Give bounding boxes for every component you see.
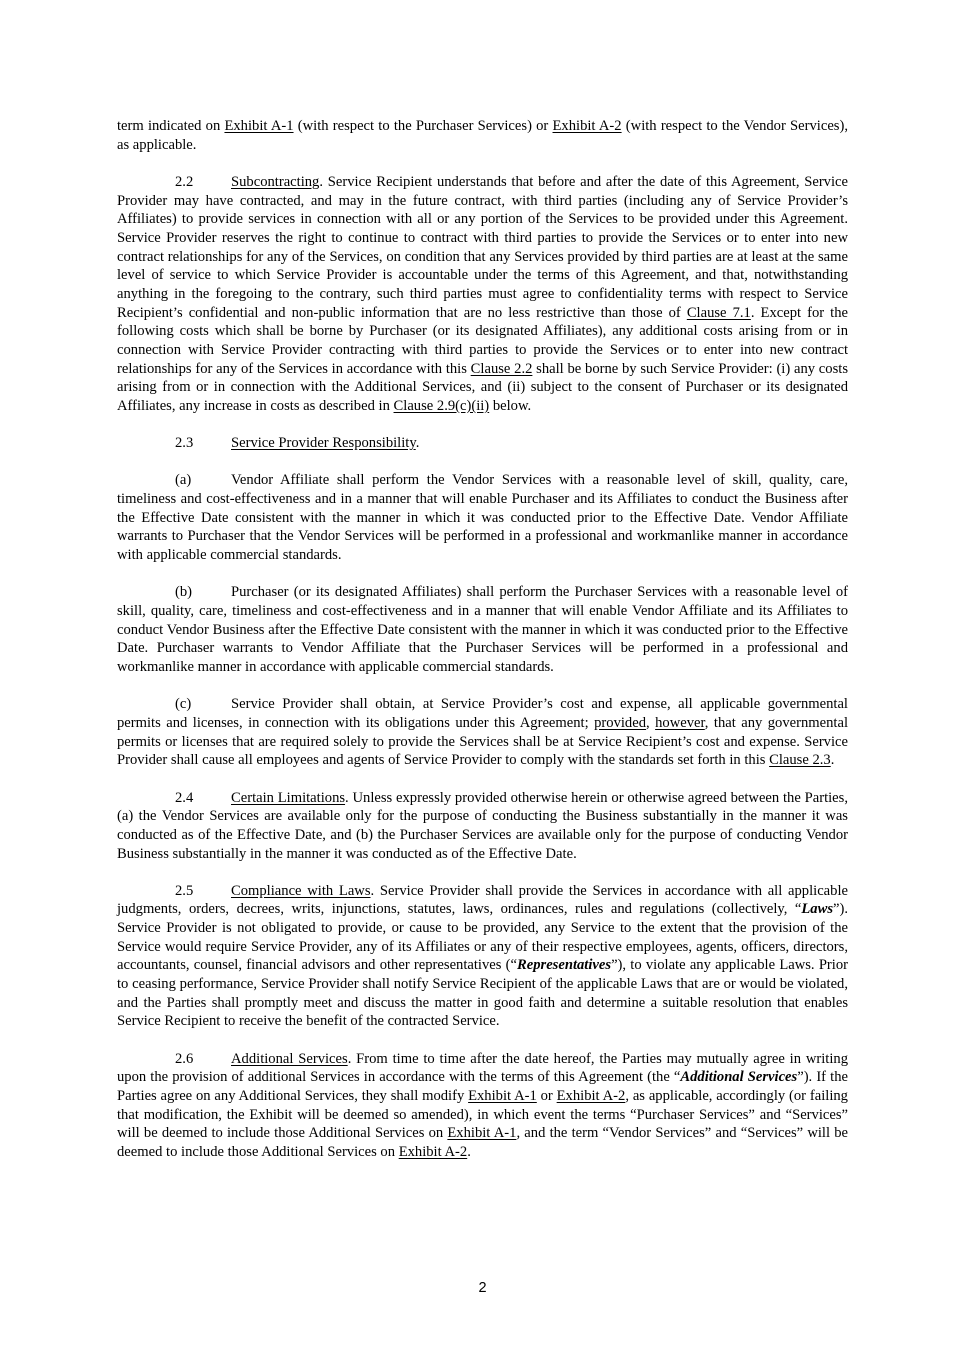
underlined-reference: Clause 7.1: [686, 304, 751, 321]
underlined-reference: Clause 2.2: [470, 360, 533, 377]
paragraph-c: [117, 695, 848, 770]
defined-term: Laws: [801, 901, 833, 918]
underlined-reference: Exhibit A-2: [398, 1143, 468, 1160]
clause-number: 2.2: [175, 173, 194, 190]
page-number: 2: [478, 1280, 487, 1296]
body-text: Service Provider shall obtain, at Service Provider’s cost and expense, all applicable governmental permits and licenses, in connection with its obligations under this Agreement;: [117, 696, 848, 731]
body-text: . From time to time after the date hereof, the Parties may mutually agree in writing upon the provision of additional Services in accordance with the terms of this Agreement (the “: [117, 1050, 848, 1086]
body-text: .: [415, 435, 420, 452]
underlined-reference: Exhibit A-1: [447, 1125, 517, 1142]
underlined-reference: Exhibit A-1: [468, 1088, 537, 1104]
paragraph-b: [117, 583, 848, 676]
body-text: ”), to violate any applicable Laws. Prior to ceasing performance, Service Provider shall notify Service Recipient of the applicable Laws that are or would be violated, and the Parties shall promptly meet and discuss the matter in good faith and determine a suitable resolution that enables Service Recipient to receive the benefit of the contracted Service.: [117, 957, 849, 1030]
underlined-reference: Certain Limitations: [231, 789, 346, 806]
underlined-reference: provided: [594, 714, 646, 731]
paragraph-2.3: [117, 434, 848, 453]
underlined-reference: Clause 2.9(c)(ii): [393, 397, 490, 414]
body-text: , as applicable, accordingly (or failing that modification, the Exhibit will be deemed so amended), in which event the terms “Purchaser Services” and “Services” will be deemed to include those Additional Services on: [117, 1088, 848, 1142]
clause-number: (b): [175, 584, 193, 601]
defined-term: Representatives: [517, 957, 612, 974]
defined-term: Additional Services: [680, 1069, 798, 1086]
body-text: , and the term “Vendor Services” and “Services” will be deemed to include those Additional Services on: [117, 1125, 848, 1160]
body-text: ”). If the Parties agree on any Additional Services, they shall modify: [117, 1069, 848, 1104]
body-text: . Unless expressly provided otherwise herein or otherwise agreed between the Parties, (a) the Vendor Services are available only for the purpose of conducting the Business substantially in the manner it was conducted as of the Effective Date, and (b) the Purchaser Services are available only for the purpose of conducting Vendor Business substantially in the manner it was conducted as of the Effective Date.: [117, 789, 848, 862]
body-text: . Service Recipient understands that before and after the date of this Agreement, Service Provider may have contracted, and may in the future contract, with third parties (including any of Service Provider’s Affiliates) to provide services in connection with all or any portion of the Services to be provided under this Agreement. Service Provider reserves the right to continue to contract with third parties to provide the Services or to enter into new contract relationships for any of the Services, on condition that any Services provided by third parties are at least at the same level of service to which Service Provider is accountable under the terms of this Agreement, and that, notwithstanding anything in the foregoing to the contrary, such third parties must agree to confidentiality terms with respect to Service Recipient’s confidential and non-public information that are no less restrictive than those of: [117, 173, 848, 321]
body-text: Purchaser (or its designated Affiliates) shall perform the Purchaser Services with a reasonable level of skill, quality, care, timeliness and cost-effectiveness and in a manner that will enable Vendor Affiliate and its Affiliates to conduct Vendor Business after the Effective Date consistent with the manner in which it was conducted prior to the Effective Date. Purchaser warrants to Vendor Affiliate that the Purchaser Services will be performed in a professional and workmanlike manner in accordance with applicable commercial standards.: [117, 584, 848, 675]
body-text: Vendor Affiliate shall perform the Vendor Services with a reasonable level of skill, quality, care, timeliness and cost-effectiveness and in a manner that will enable Purchaser and its Affiliates to conduct the Business after the Effective Date consistent with the manner in which it was conducted prior to the Effective Date. Vendor Affiliate warrants to Purchaser that the Vendor Services will be performed in a professional and workmanlike manner in accordance with applicable commercial standards.: [117, 472, 848, 564]
paragraph-2.2: [117, 173, 848, 416]
underlined-reference: Compliance with Laws: [231, 882, 371, 899]
underlined-reference: Exhibit A-1: [224, 118, 294, 134]
body-text: , that any governmental permits or licenses that are required solely to provide the Services shall be at Service Recipient’s cost and expense. Service Provider shall cause all employees and agents of Service Provider to comply with the standards set forth in this: [117, 714, 848, 769]
clause-number: (c): [175, 696, 192, 713]
body-text: .: [467, 1143, 471, 1160]
clause-number: 2.3: [175, 435, 194, 452]
paragraph: [117, 117, 848, 154]
body-text: or: [536, 1088, 557, 1104]
clause-number: 2.5: [175, 882, 194, 899]
body-text: .: [830, 752, 835, 769]
clause-number: 2.6: [175, 1050, 194, 1067]
paragraph-2.6: [117, 1050, 848, 1162]
body-text: (with respect to the Vendor Services), as applicable.: [117, 118, 848, 153]
underlined-reference: Additional Services: [231, 1050, 348, 1067]
body-text: ”). Service Provider is not obligated to provide, or cause to be provided, any Service to the extent that the provision of the Service would require Service Provider, any of its Affiliates or any of their respective employees, agents, officers, directors, accountants, counsel, financial advisors and other representatives (“: [117, 901, 848, 974]
underlined-reference: however: [655, 714, 705, 731]
underlined-reference: Subcontracting: [231, 173, 320, 190]
clause-number: (a): [175, 472, 192, 489]
body-text: (with respect to the Purchaser Services) or: [293, 118, 553, 134]
underlined-reference: Clause 2.3: [769, 752, 831, 769]
clause-number: 2.4: [175, 789, 194, 806]
body-text: below.: [489, 397, 532, 414]
body-text: . Service Provider shall provide the Services in accordance with all applicable judgments, orders, decrees, writs, injunctions, statutes, laws, ordinances, rules and regulations (collectively, “: [117, 882, 848, 918]
paragraph-2.4: [117, 789, 848, 864]
paragraph-2.5: [117, 882, 848, 1031]
body-text: ,: [646, 714, 656, 731]
body-text: . Except for the following costs which shall be borne by Purchaser (or its designated Affiliates), any additional costs arising from or in connection with Service Provider contracting with third parties to provide the Services or to enter into new contract relationships for any of the Services in accordance with this: [117, 304, 848, 377]
underlined-reference: Exhibit A-2: [552, 118, 622, 134]
underlined-reference: Exhibit A-2: [556, 1088, 626, 1104]
underlined-reference: Service Provider Responsibility: [231, 435, 416, 452]
body-text: term indicated on: [117, 118, 225, 134]
document-page: [117, 117, 848, 1180]
body-text: shall be borne by such Service Provider: (i) any costs arising from or in connection with the Additional Services, and (ii) subject to the consent of Purchaser or its designated Affiliates, any increase in costs as described in: [117, 360, 848, 414]
paragraph-a: [117, 471, 848, 564]
